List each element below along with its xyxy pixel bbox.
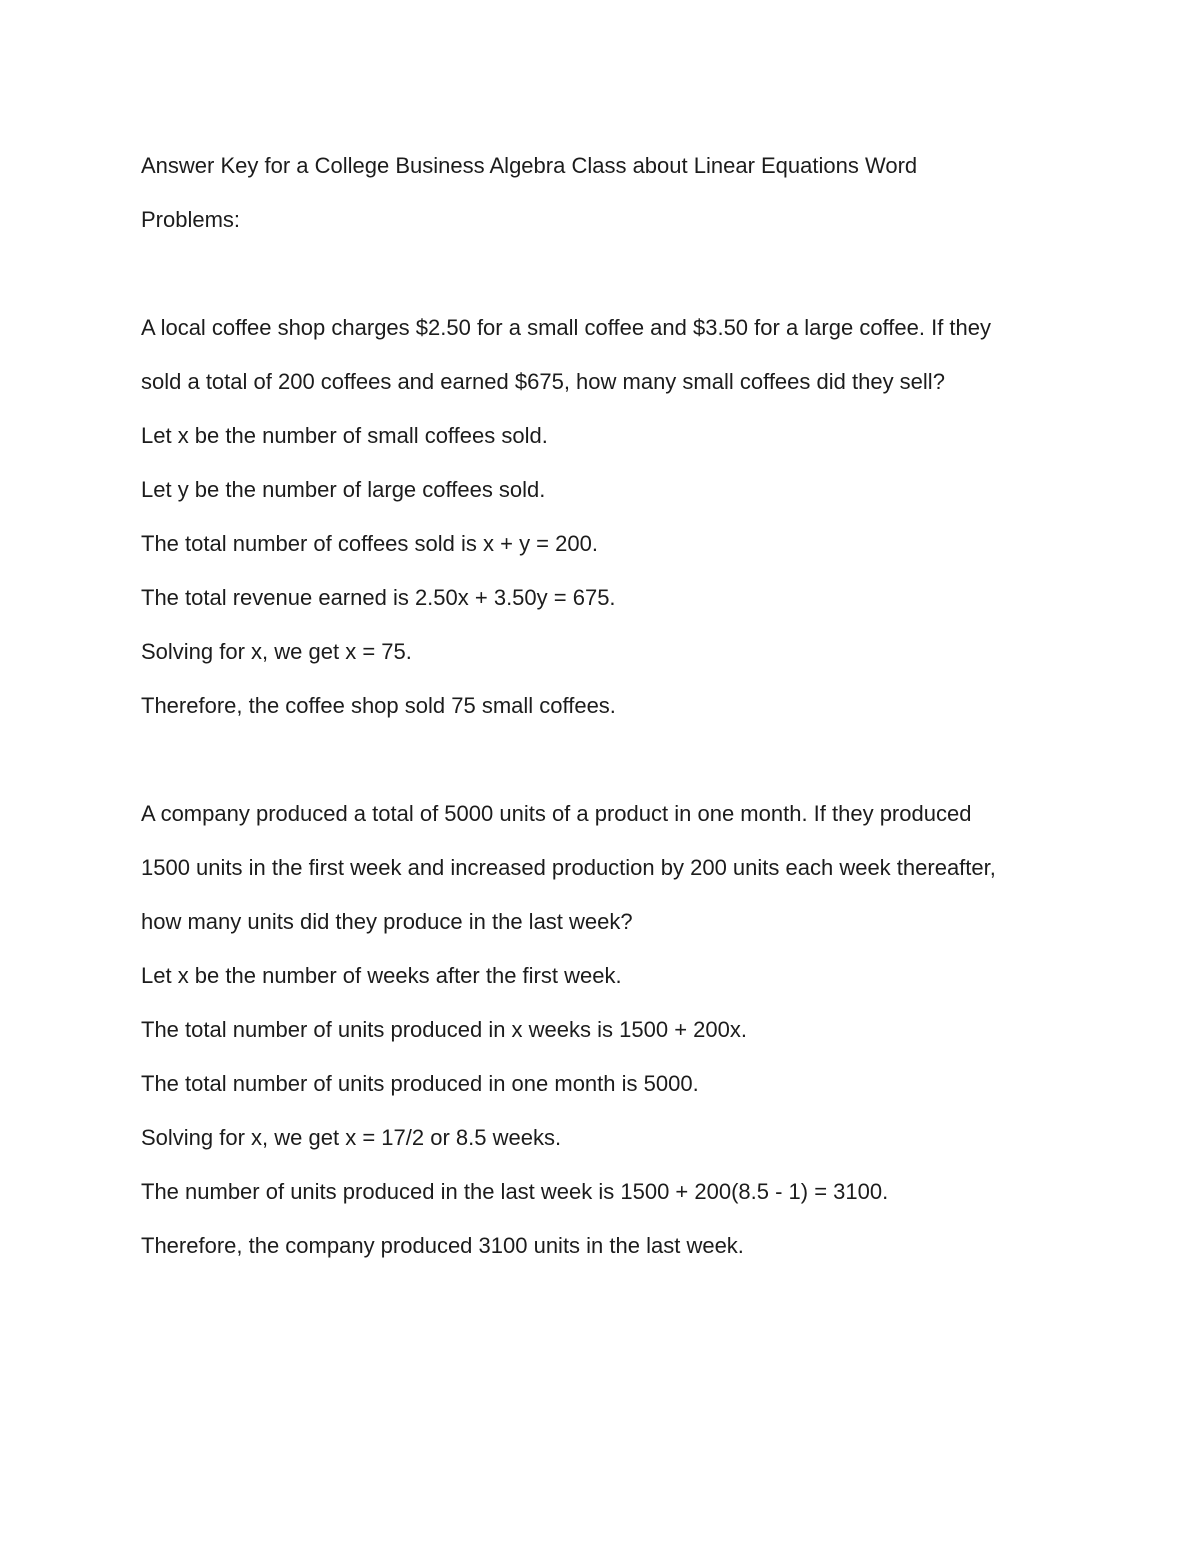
problem-question-line: A company produced a total of 5000 units of a product in one month. If they produced <box>141 801 972 826</box>
problem-question-line: sold a total of 200 coffees and earned $675, how many small coffees did they sell? <box>141 369 945 394</box>
solution-step: The total number of units produced in one month is 5000. <box>141 1071 699 1096</box>
solution-conclusion: Therefore, the coffee shop sold 75 small coffees. <box>141 693 616 718</box>
solution-conclusion: Therefore, the company produced 3100 units in the last week. <box>141 1233 744 1258</box>
problem-1 <box>141 301 1081 733</box>
title-line: Answer Key for a College Business Algebra Class about Linear Equations Word <box>141 153 918 178</box>
solution-step: Let y be the number of large coffees sold. <box>141 477 546 502</box>
document-body <box>141 139 1081 1273</box>
problem-question-line: how many units did they produce in the last week? <box>141 909 633 934</box>
paragraph-gap <box>141 733 1081 787</box>
solution-step: Solving for x, we get x = 75. <box>141 639 412 664</box>
solution-step: The total number of coffees sold is x + y = 200. <box>141 531 598 556</box>
solution-step: The total revenue earned is 2.50x + 3.50y = 675. <box>141 585 616 610</box>
paragraph-gap <box>141 247 1081 301</box>
solution-step: Solving for x, we get x = 17/2 or 8.5 weeks. <box>141 1125 562 1150</box>
solution-step: The number of units produced in the last week is 1500 + 200(8.5 - 1) = 3100. <box>141 1179 889 1204</box>
problem-2 <box>141 787 1081 1273</box>
document-title <box>141 139 1081 247</box>
solution-step: Let x be the number of weeks after the first week. <box>141 963 622 988</box>
problem-question-line: 1500 units in the first week and increased production by 200 units each week thereafter, <box>141 855 996 880</box>
problem-question-line: A local coffee shop charges $2.50 for a small coffee and $3.50 for a large coffee. If they <box>141 315 991 340</box>
solution-step: Let x be the number of small coffees sold. <box>141 423 548 448</box>
solution-step: The total number of units produced in x weeks is 1500 + 200x. <box>141 1017 747 1042</box>
title-line: Problems: <box>141 207 241 232</box>
